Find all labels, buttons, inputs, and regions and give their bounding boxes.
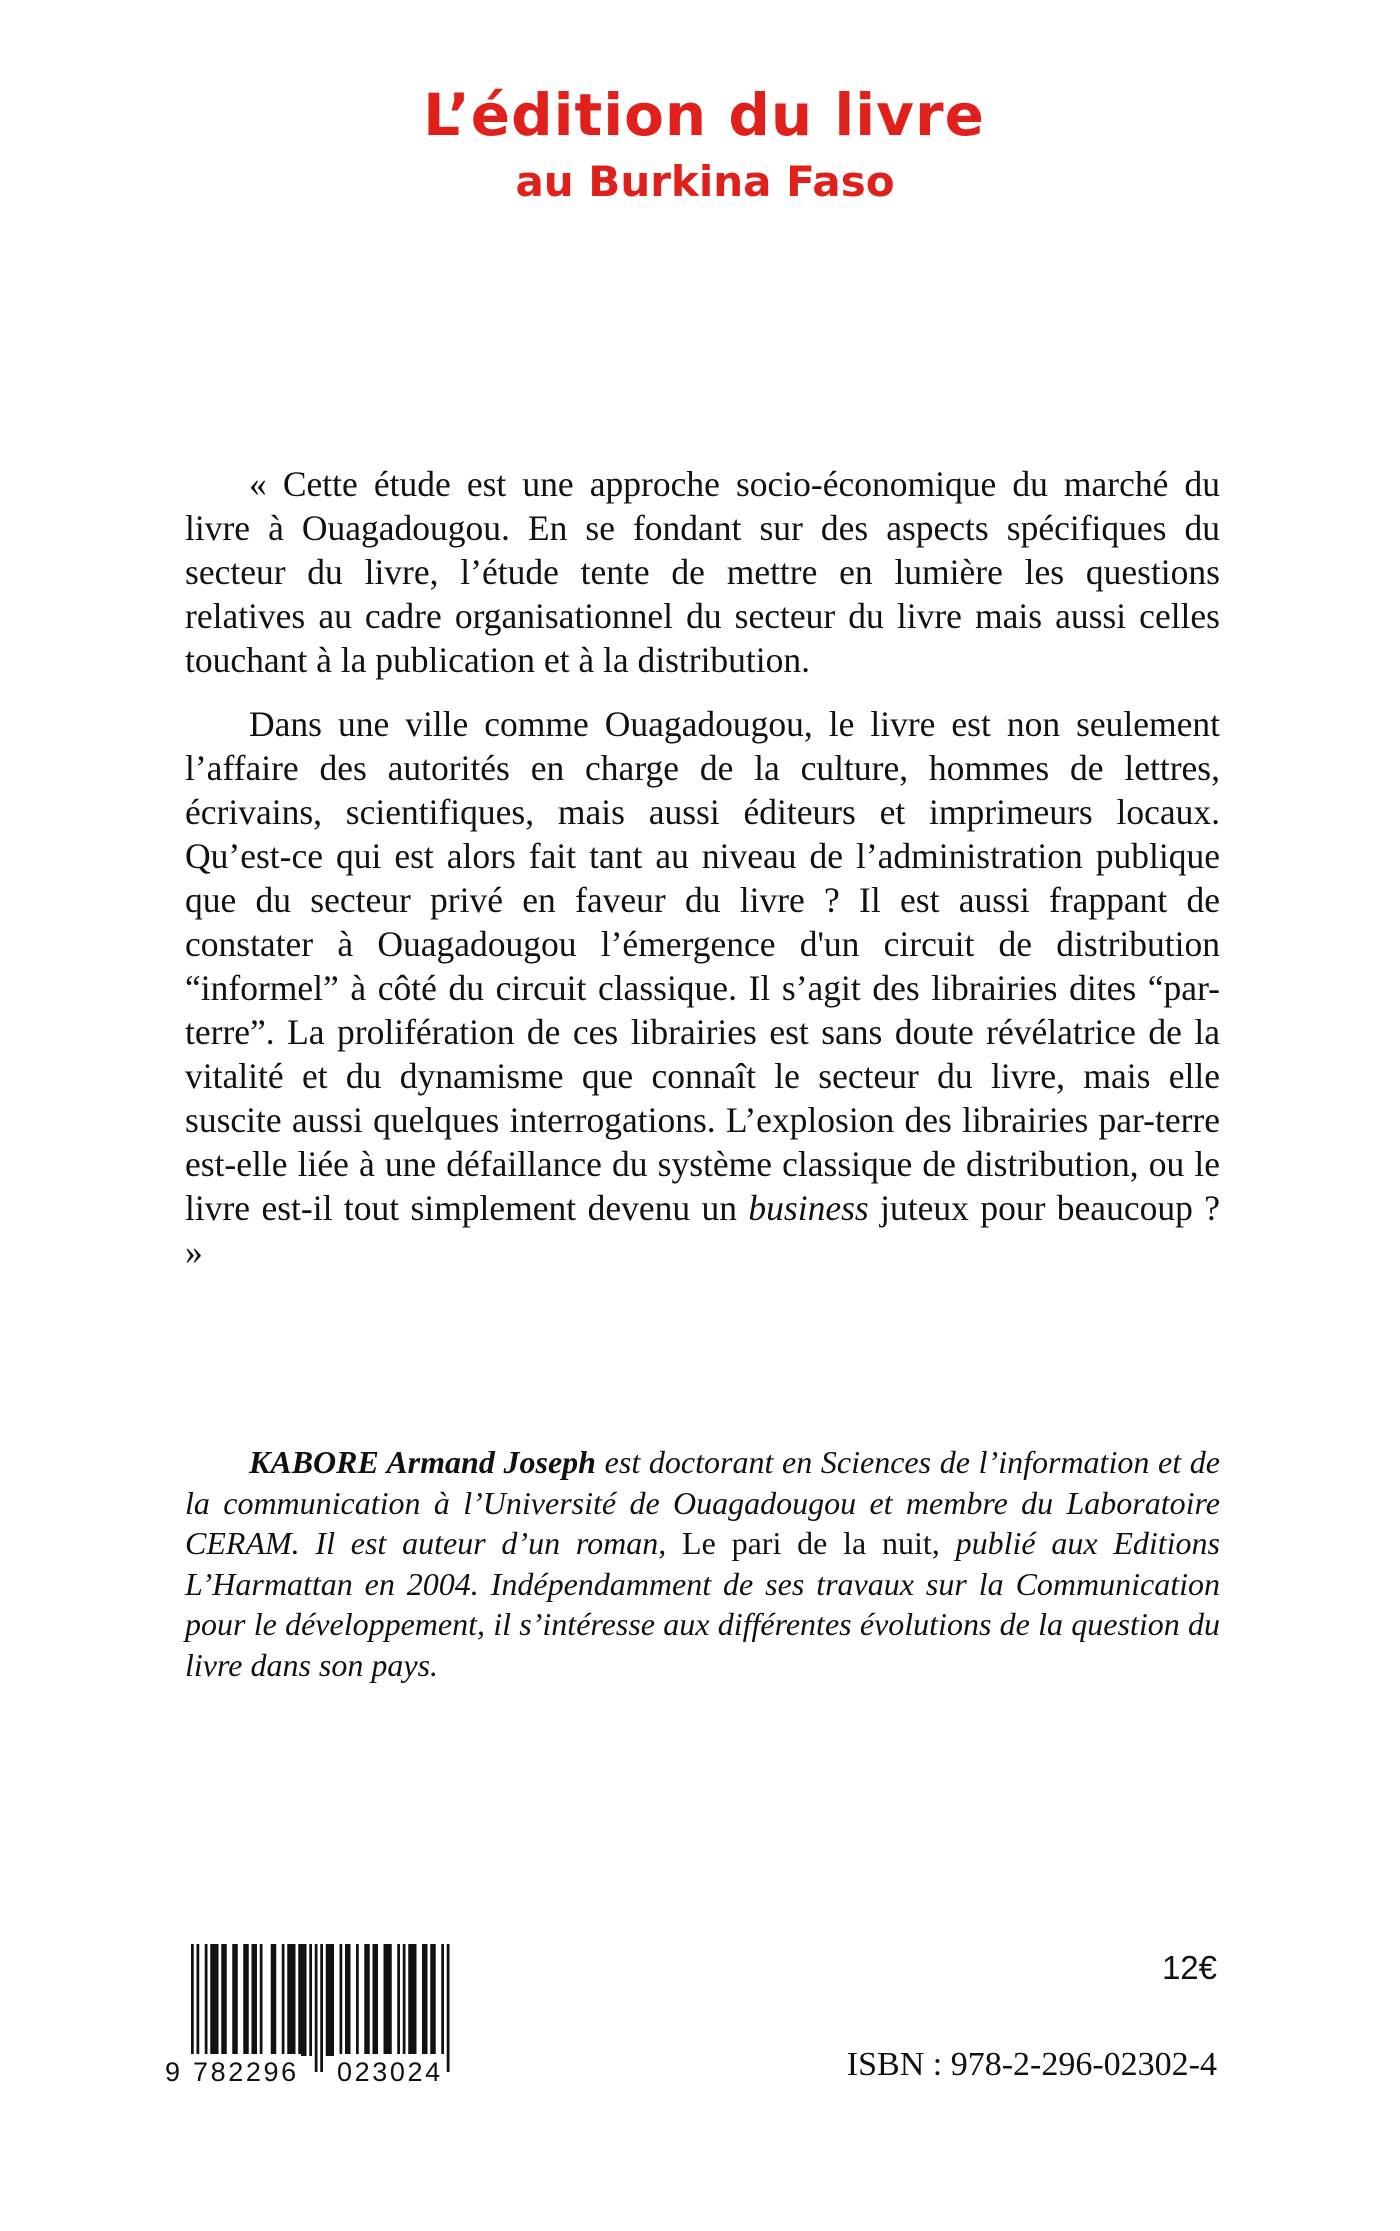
barcode-first-digit: 9 — [165, 2057, 183, 2087]
barcode-bar — [422, 1944, 428, 2056]
barcode-digits — [165, 2054, 481, 2090]
summary-paragraph-2-part-1: Dans une ville comme Ouagadougou, le livre est non seulement l’affaire des autorités en charge de la culture, hommes de lettres, écrivains, scientifiques, mais aussi éditeurs et imprimeurs locaux. Qu’est-ce qui est alors fait tant au niveau de l’administration publique que du secteur privé en faveur du livre ? Il est aussi frappant de constater à Ouagadougou l’émergence d'un circuit de distribution “informel” à côté du circuit classique. Il s’agit des librairies dites “par-terre”. La prolifération de ces librairies est sans doute révélatrice de la vitalité et du dynamisme que connaît le secteur du livre, mais elle suscite aussi quelques interrogations. L’explosion des librairies par-terre est-elle liée à une défaillance du système classique de distribution, ou le livre est-il tout simplement devenu un — [185, 704, 1220, 1228]
barcode-bar — [210, 1944, 218, 2056]
barcode-bar — [287, 1944, 295, 2056]
barcode-bar — [260, 1944, 263, 2056]
barcode-bar — [221, 1944, 227, 2056]
barcode-bar — [315, 1944, 318, 2072]
book-subtitle: au Burkina Faso — [515, 157, 895, 206]
barcode-bar — [408, 1944, 416, 2056]
barcode-bar — [252, 1944, 258, 2056]
barcode-bars — [165, 1944, 481, 2072]
barcode-bar — [191, 1944, 194, 2072]
barcode-bar — [403, 1944, 406, 2056]
barcode-bar — [271, 1944, 277, 2056]
barcode-bar — [309, 1944, 312, 2056]
barcode-bar — [384, 1944, 392, 2056]
barcode-right-digits: 023024 — [335, 2054, 445, 2090]
author-bio-text-1: est doctorant en Sciences de l’information et de la communication à l’Université de Ouagadougou et membre du Laboratoire CERAM. Il est auteur d’un roman, — [185, 1444, 1221, 1561]
novel-title: Le pari de la nuit, — [682, 1525, 940, 1561]
author-bio — [185, 1442, 1220, 1685]
barcode-bar — [197, 1944, 200, 2072]
barcode-bar — [397, 1944, 400, 2056]
barcode-bar — [430, 1944, 436, 2056]
barcode-bar — [373, 1944, 379, 2056]
barcode-bar — [243, 1944, 249, 2056]
barcode-bar — [320, 1944, 323, 2072]
summary-paragraph-2-part-2: juteux pour beaucoup ? » — [185, 1188, 1220, 1272]
barcode-bar — [340, 1944, 343, 2056]
barcode-bar — [298, 1944, 306, 2056]
summary-paragraph-1: « Cette étude est une approche socio-économique du marché du livre à Ouagadougou. En se fondant sur des aspects spécifiques du secteur du livre, l’étude tente de mettre en lumière les questions relatives au cadre organisationnel du secteur du livre mais aussi celles touchant à la publication et à la distribution. — [185, 464, 1220, 680]
summary-text — [185, 462, 1220, 1274]
barcode — [165, 1944, 481, 2090]
book-title-block — [0, 80, 1400, 210]
author-name: KABORE Armand Joseph — [249, 1444, 596, 1480]
book-title: L’édition du livre — [423, 81, 985, 149]
isbn: ISBN : 978-2-296-02302-4 — [846, 2046, 1217, 2083]
barcode-bar — [282, 1944, 285, 2056]
business-word: business — [748, 1188, 869, 1228]
barcode-bar — [205, 1944, 208, 2056]
summary-paragraph-2 — [185, 702, 1220, 1274]
barcode-bar — [232, 1944, 238, 2056]
barcode-bar — [356, 1944, 359, 2056]
author-bio-text-2: publié aux Editions L’Harmattan en 2004. Indépendamment de ses travaux sur la Communication pour le développement, il s’intéresse aux différentes évolutions de la question du livre dans son pays. — [185, 1525, 1221, 1683]
barcode-bar — [326, 1944, 334, 2056]
barcode-bar — [441, 1944, 444, 2072]
price: 12€ — [1161, 1949, 1217, 1986]
barcode-bar — [345, 1944, 351, 2056]
barcode-bar — [447, 1944, 450, 2072]
barcode-left-digits: 782296 — [191, 2054, 301, 2090]
barcode-bar — [364, 1944, 370, 2056]
